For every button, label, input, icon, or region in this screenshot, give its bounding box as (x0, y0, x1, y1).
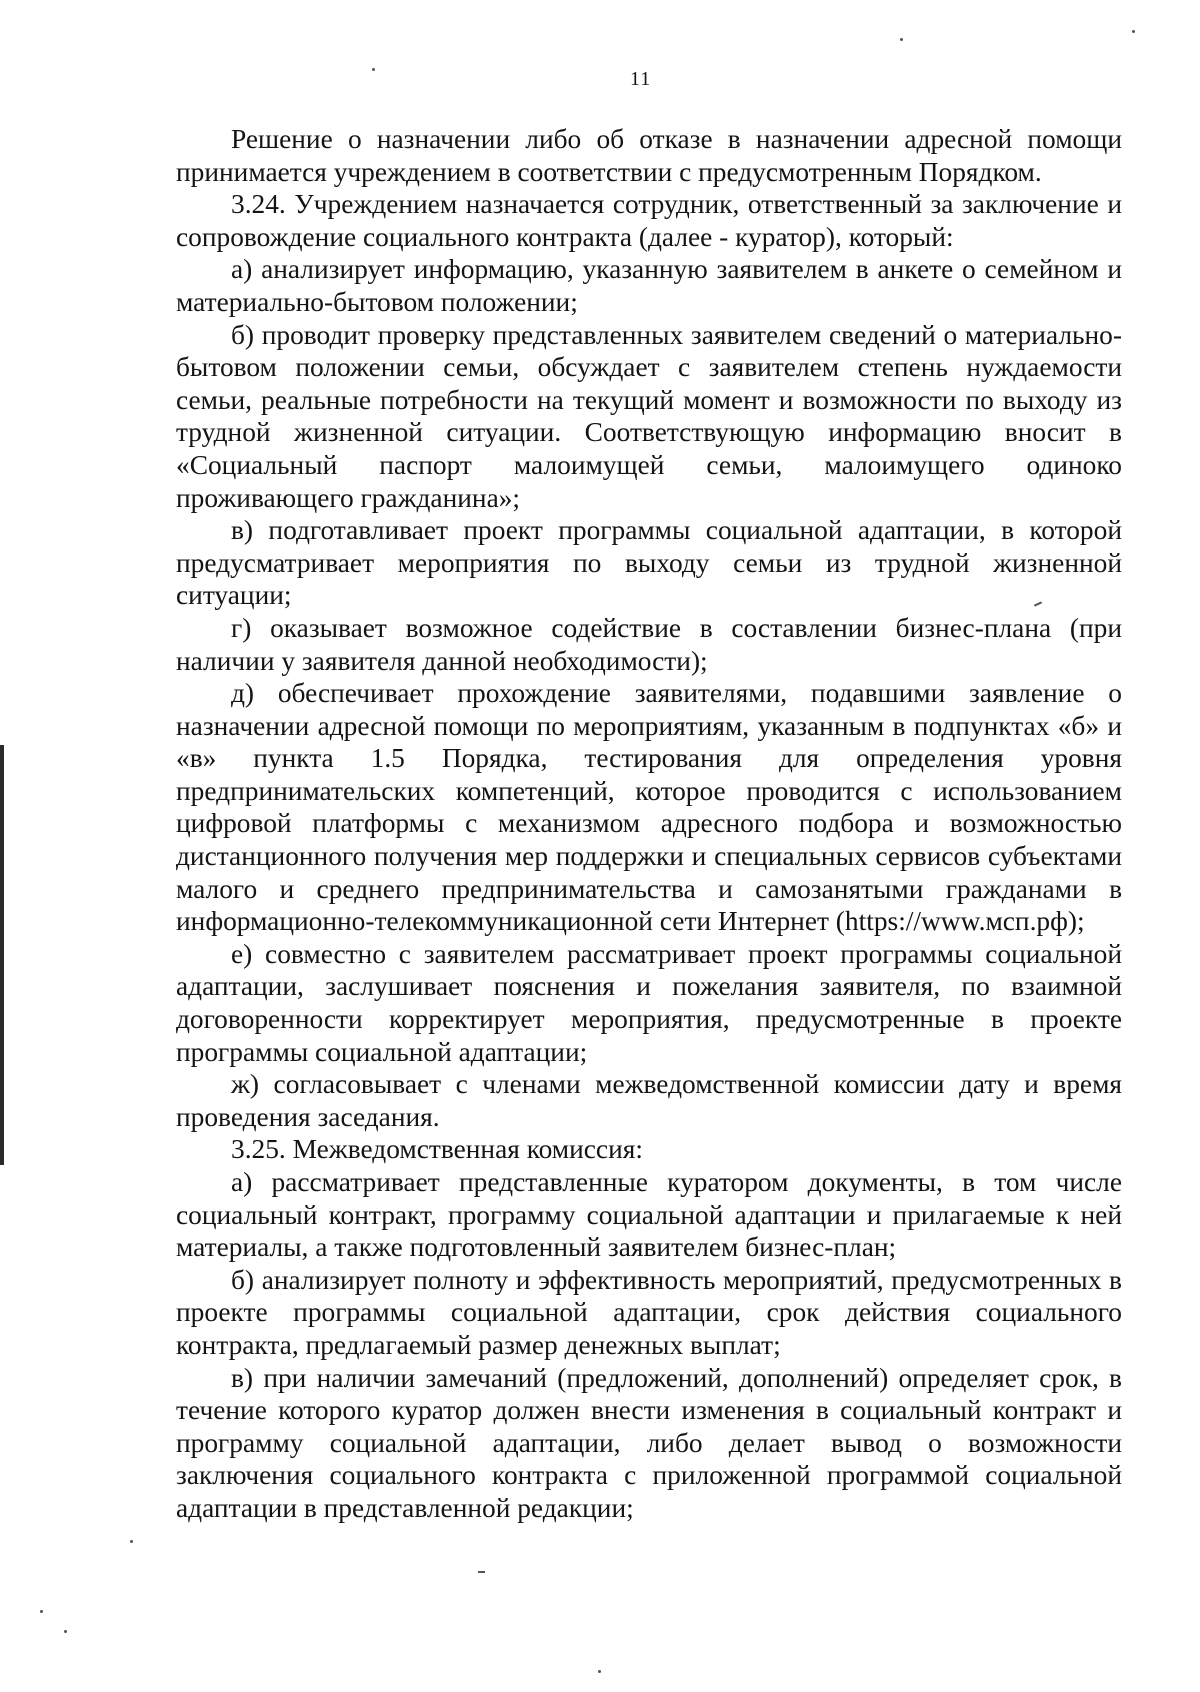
scan-speck (64, 1630, 67, 1633)
list-item-3-24-g: г) оказывает возможное содействие в составлении бизнес-плана (при наличии у заявителя данной необходимости); (176, 612, 1122, 676)
list-item-3-24-v: в) подготавливает проект программы социальной адаптации, в которой предусматривает мероприятия по выходу семьи из трудной жизненной ситуации; (176, 515, 1122, 611)
paragraph-3-25: 3.25. Межведомственная комиссия: (231, 1134, 643, 1165)
list-item-3-24-b: б) проводит проверку представленных заявителем сведений о материально-бытовом положении семьи, обсуждает с заявителем степень нуждаемости семьи, реальные потребности на текущий момент и возможности по выходу из трудной жизненной ситуации. Соответствующую информацию вносит в «Социальный паспорт малоимущей семьи, малоимущего одиноко проживающего гражданина»; (176, 319, 1122, 513)
scan-speck (1132, 30, 1135, 33)
list-item-3-25-a: а) рассматривает представленные куратором документы, в том числе социальный контракт, программу социальной адаптации и прилагаемые к ней материалы, а также подготовленный заявителем бизнес-план; (176, 1167, 1122, 1263)
scan-speck (130, 1540, 133, 1543)
scan-speck (478, 1571, 485, 1573)
list-item-3-24-d: д) обеспечивает прохождение заявителями, подавшими заявление о назначении адресной помощи по мероприятиям, указанным в подпунктах «б» и «в» пункта 1.5 Порядка, тестирования для определения уровня предпринимательских компетенций, которое проводится с использованием цифровой платформы с механизмом адресного подбора и возможностью дистанционного получения мер поддержки и специальных сервисов субъектами малого и среднего предпринимательства и самозанятыми гражданами в информационно-телекоммуникационной сети Интернет (https://www.мсп.рф); (176, 678, 1122, 937)
paragraph-decision: Решение о назначении либо об отказе в назначении адресной помощи принимается учреждением в соответствии с предусмотренным Порядком. (176, 124, 1122, 187)
document-body (176, 123, 1122, 1525)
list-item-3-25-b: б) анализирует полноту и эффективность мероприятий, предусмотренных в проекте программы социальной адаптации, срок действия социального контракта, предлагаемый размер денежных выплат; (176, 1264, 1122, 1360)
scan-speck (598, 1670, 601, 1673)
scan-speck (40, 1610, 43, 1613)
scan-speck (900, 38, 903, 41)
paragraph-3-24: 3.24. Учреждением назначается сотрудник, ответственный за заключение и сопровождение социального контракта (далее - куратор), который: (176, 189, 1122, 252)
list-item-3-25-v: в) при наличии замечаний (предложений, дополнений) определяет срок, в течение которого куратор должен внести изменения в социальный контракт и программу социальной адаптации, либо делает вывод о возможности заключения социального контракта с приложенной программой социальной адаптации в представленной редакции; (176, 1362, 1122, 1523)
scan-speck (372, 68, 375, 71)
list-item-3-24-a: а) анализирует информацию, указанную заявителем в анкете о семейном и материально-бытовом положении; (176, 254, 1122, 317)
list-item-3-24-e: е) совместно с заявителем рассматривает проект программы социальной адаптации, заслушивает пояснения и пожелания заявителя, по взаимной договоренности корректирует мероприятия, предусмотренные в проекте программы социальной адаптации; (176, 938, 1122, 1067)
scan-edge-mark (0, 745, 4, 1165)
page-number: 11 (630, 68, 652, 90)
list-item-3-24-zh: ж) согласовывает с членами межведомственной комиссии дату и время проведения заседания. (176, 1069, 1122, 1132)
